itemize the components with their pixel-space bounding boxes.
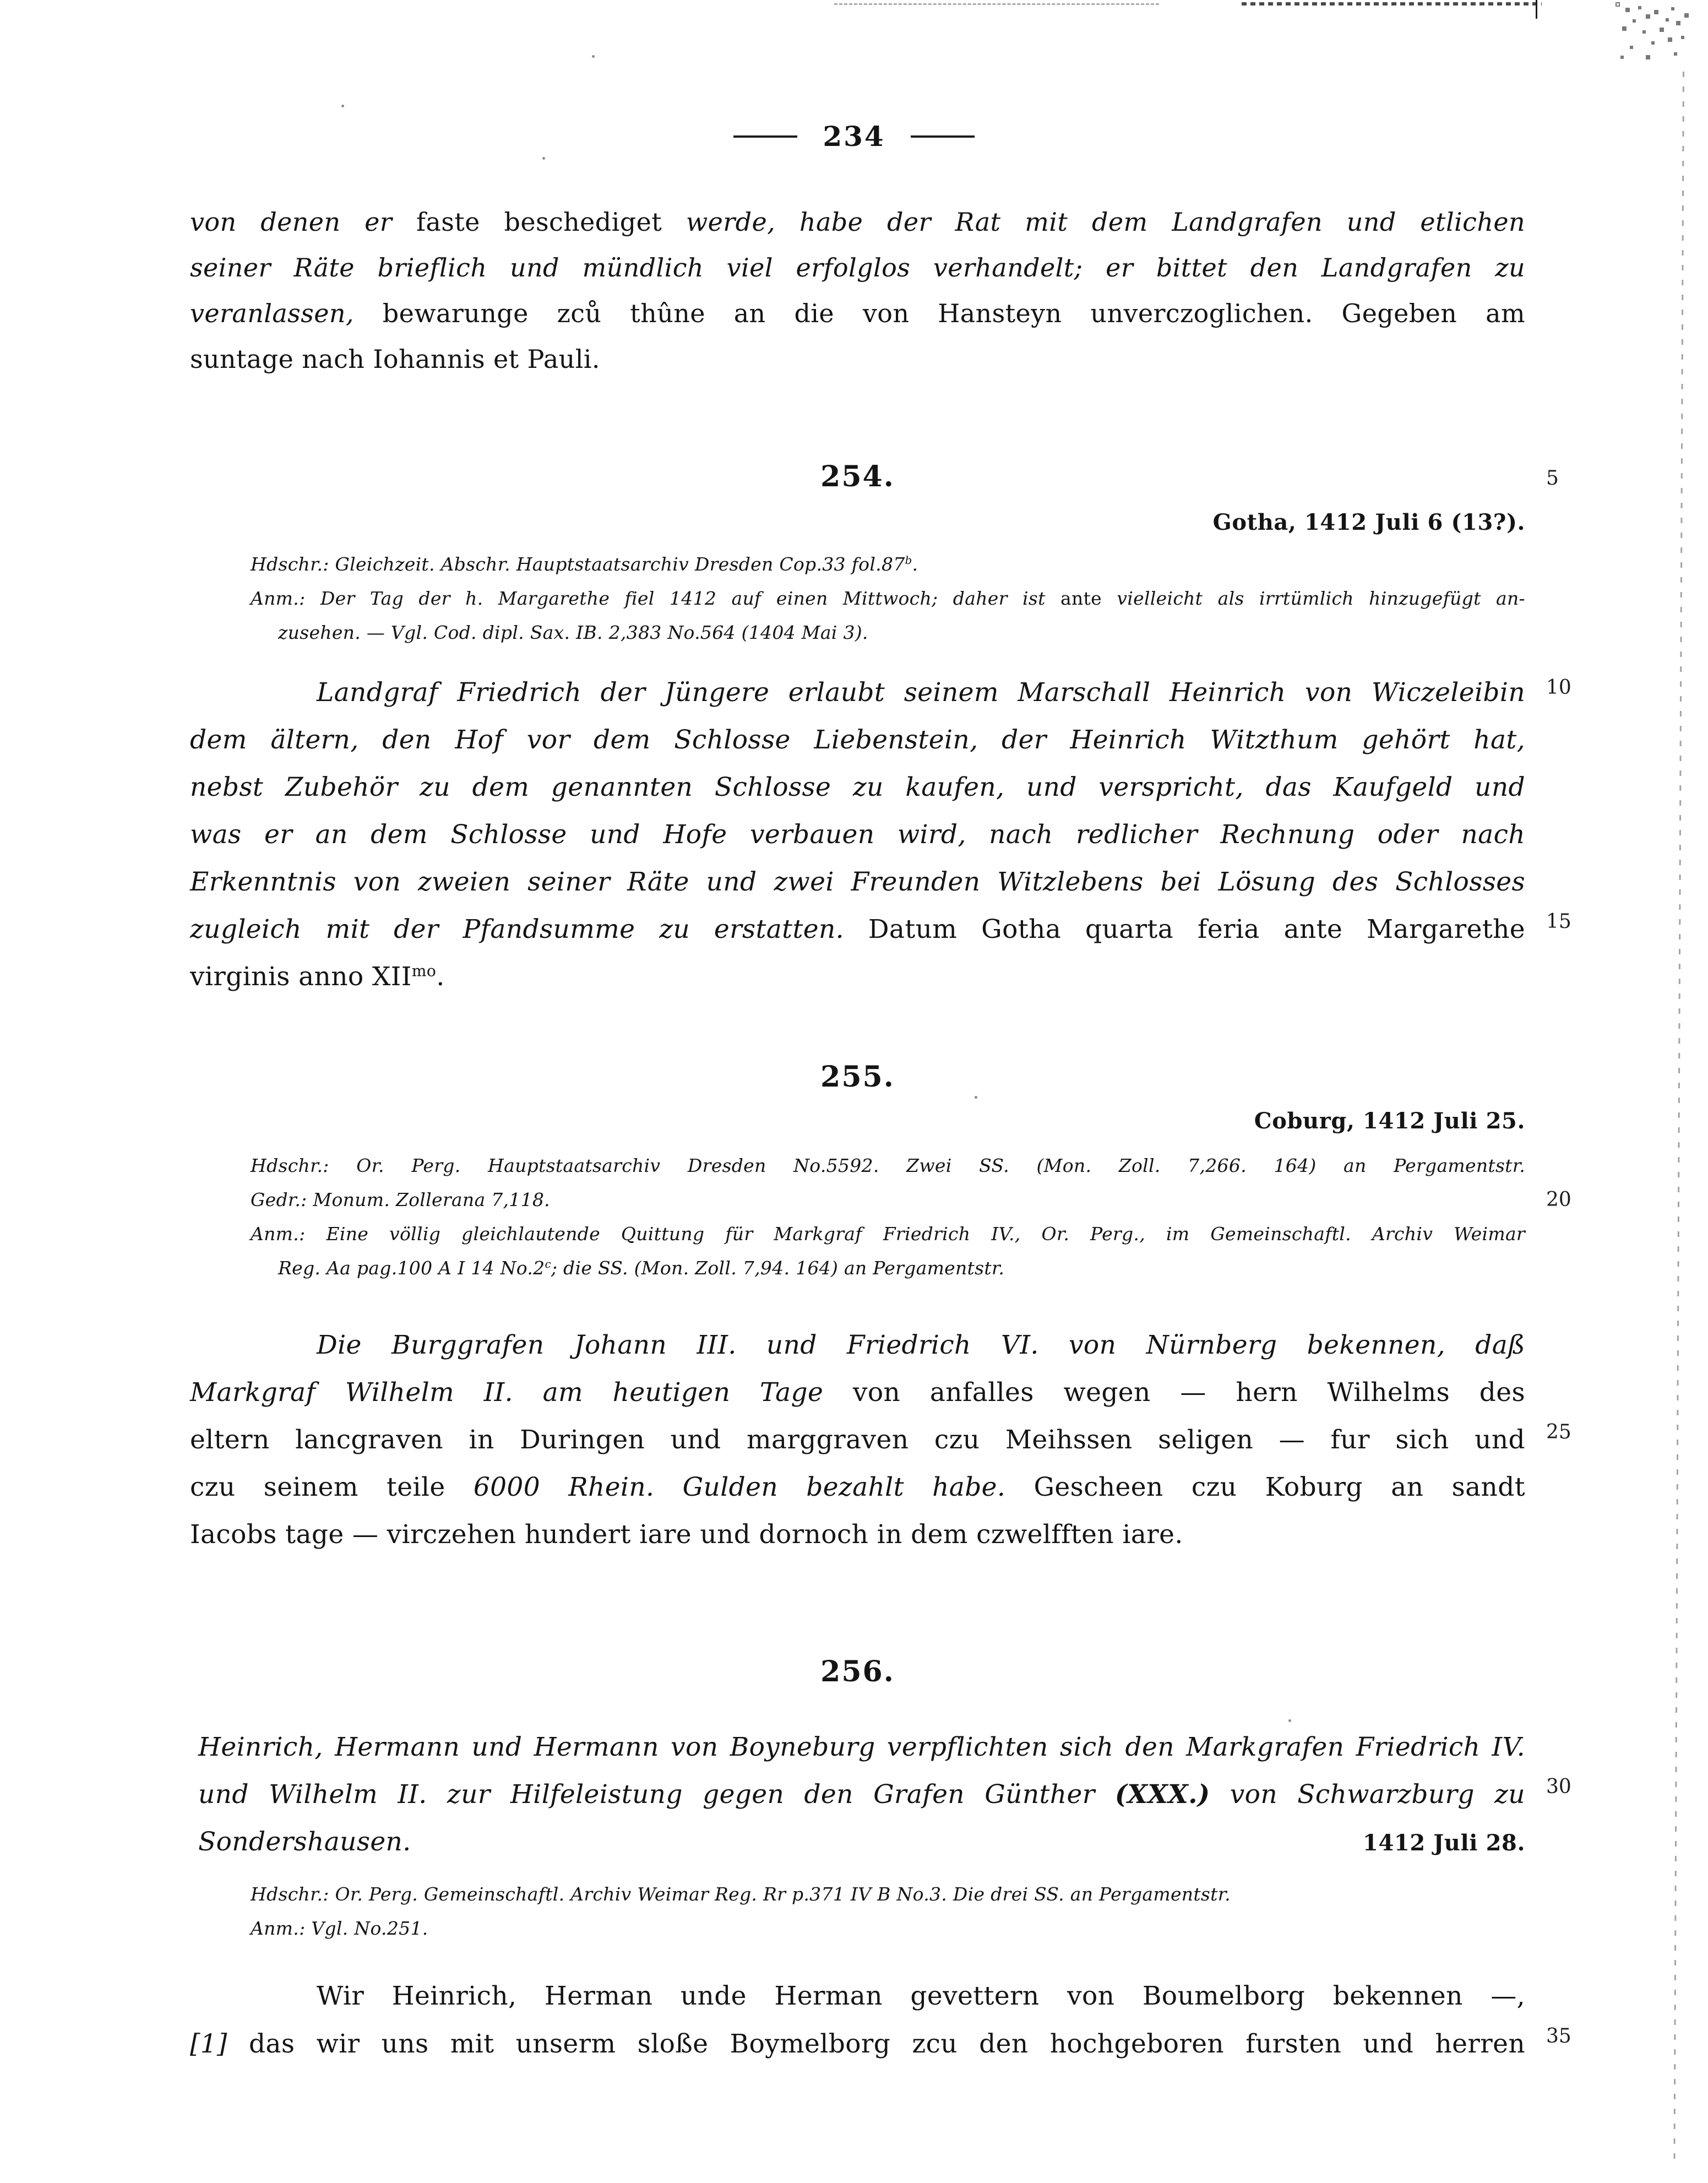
header-rule-right <box>911 135 975 138</box>
entry-256-regest-line <box>198 1771 1525 1818</box>
source-label: Hdschr.: <box>251 1883 329 1905</box>
entry-256-text-line <box>190 1973 1525 2020</box>
text-run: seiner Räte brieflich und mündlich viel erfolglos verhandelt; er bittet den Landgrafen zu <box>190 253 1525 283</box>
scan-artifact-top-dashes-dense <box>1242 2 1542 6</box>
entry-254-regest-line <box>190 716 1525 764</box>
text-run: von denen er <box>190 207 416 237</box>
entry-254-regest-line <box>190 811 1525 859</box>
margin-line-number-30: 30 <box>1546 1775 1571 1798</box>
text-run: zusehen. — Vgl. Cod. dipl. Sax. IB. 2,383 No.564 (1404 Mai 3). <box>278 622 868 643</box>
text-run: veranlassen, <box>190 298 383 328</box>
scan-artifact-top-dashes-sparse <box>834 3 1159 5</box>
entry-255-regest-line <box>190 1322 1525 1369</box>
source-label: Hdschr.: <box>251 553 329 575</box>
continuation-line <box>190 336 1525 382</box>
text-run: . <box>912 553 918 575</box>
entry-254-regest-line <box>190 953 1525 1001</box>
entry-255-regest-line <box>190 1511 1525 1558</box>
text-run: dem ältern, den Hof vor dem Schlosse Liebenstein, der Heinrich Witzthum gehört hat, <box>190 725 1525 755</box>
margin-line-number-20: 20 <box>1546 1188 1571 1211</box>
text-run: [1] <box>190 2029 227 2059</box>
text-run: virginis anno XII <box>190 962 412 992</box>
source-label: Hdschr.: <box>251 1155 329 1176</box>
entry-255-hdschr <box>251 1152 1525 1180</box>
entry-254-regest-line <box>190 669 1525 716</box>
entry-256-date: 1412 Juli 28. <box>1363 1830 1525 1856</box>
text-run: eltern lancgraven in Duringen und marggraven czu Meihssen seligen — fur sich und <box>190 1425 1525 1455</box>
text-run: Heinrich, Hermann und Hermann von Boyneburg verpflichten sich den Markgrafen Friedrich IV. <box>198 1732 1525 1762</box>
text-run: Monum. Zollerana 7,118. <box>307 1189 550 1210</box>
page-header <box>0 120 1708 153</box>
text-run: . <box>436 962 445 992</box>
scan-artifact-corner-speckles <box>1617 3 1619 6</box>
entry-254-anm-line <box>251 585 1525 612</box>
entry-254-hdschr <box>251 551 1525 578</box>
text-run: suntage nach Iohannis et Pauli. <box>190 344 600 374</box>
entry-256-regest-line <box>198 1724 1525 1771</box>
entry-255-gedr <box>251 1186 1525 1214</box>
scan-artifact-top-tick <box>1536 0 1537 19</box>
entry-256-number: 256. <box>820 1655 895 1688</box>
entry-256-anm <box>251 1915 1525 1942</box>
entry-256-hdschr <box>251 1881 1525 1908</box>
entry-256-text-line <box>190 2021 1525 2068</box>
scan-artifact-speck <box>592 55 595 58</box>
scan-artifact-page-edge-line <box>1673 72 1684 2164</box>
source-label: Anm.: <box>251 1223 306 1245</box>
text-run: und Wilhelm II. zur Hilfeleistung gegen den Grafen Günther <box>198 1779 1115 1810</box>
text-run: Or. Perg. Hauptstaatsarchiv Dresden No.5592. Zwei SS. (Mon. Zoll. 7,266. 164) an Pergamentstr. <box>329 1155 1525 1176</box>
text-run: faste beschediget <box>416 207 686 237</box>
text-run: Gescheen czu Koburg an sandt <box>1005 1472 1525 1502</box>
scan-artifact-speck <box>975 1096 977 1099</box>
entry-255-regest-line <box>190 1464 1525 1511</box>
continuation-line <box>190 199 1525 245</box>
text-run: Erkenntnis von zweien seiner Räte und zwei Freunden Witzlebens bei Lösung des Schlosses <box>190 867 1525 897</box>
text-run: Eine völlig gleichlautende Quittung für Markgraf Friedrich IV., Or. Perg., im Gemeinschaftl. Archiv Weimar <box>305 1223 1525 1245</box>
text-run: Gleichzeit. Abschr. Hauptstaatsarchiv Dresden Cop.33 fol.87 <box>329 553 905 575</box>
margin-line-number-25: 25 <box>1546 1421 1571 1443</box>
text-run: Sondershausen. <box>198 1827 411 1857</box>
superscript: mo <box>411 962 437 980</box>
text-run: Datum Gotha quarta feria ante Margarethe <box>844 914 1525 944</box>
superscript: c <box>545 1258 551 1270</box>
text-run: von anfalles wegen — hern Wilhelms des <box>852 1377 1525 1408</box>
scan-artifact-speck <box>341 105 344 107</box>
entry-255-regest-line <box>190 1369 1525 1416</box>
source-label: Gedr.: <box>251 1189 307 1210</box>
scan-artifact-speck <box>542 157 545 160</box>
margin-line-number-5: 5 <box>1546 467 1559 490</box>
text-run: czu seinem teile <box>190 1472 474 1502</box>
text-run: bewarunge zců thûne an die von Hansteyn unverczoglichen. Gegeben am <box>382 298 1525 328</box>
continuation-line <box>190 245 1525 291</box>
text-run: Reg. Aa pag.100 A I 14 No.2 <box>278 1257 545 1279</box>
entry-255-number: 255. <box>820 1060 895 1094</box>
entry-255-date: Coburg, 1412 Juli 25. <box>1254 1108 1525 1134</box>
entry-255-anm-line <box>278 1255 1525 1282</box>
text-run: was er an dem Schlosse und Hofe verbauen wird, nach redlicher Rechnung oder nach <box>190 819 1525 850</box>
page-number: 234 <box>823 120 885 153</box>
text-run: vielleicht als irrtümlich hinzugefügt an- <box>1101 588 1525 609</box>
superscript: b <box>905 554 912 567</box>
text-run: Markgraf Wilhelm II. am heutigen Tage <box>190 1377 853 1408</box>
text-run: Iacobs tage — virczehen hundert iare und dornoch in dem czwelfften iare. <box>190 1519 1183 1550</box>
text-run: Or. Perg. Gemeinschaftl. Archiv Weimar Reg. Rr p.371 IV B No.3. Die drei SS. an Pergamentstr. <box>329 1883 1231 1905</box>
text-run: ante <box>1060 588 1102 609</box>
entry-254-date: Gotha, 1412 Juli 6 (13?). <box>1212 509 1525 535</box>
text-run: Vgl. No.251. <box>305 1918 428 1939</box>
text-run: nebst Zubehör zu dem genannten Schlosse zu kaufen, und verspricht, das Kaufgeld und <box>190 772 1525 802</box>
text-run: Landgraf Friedrich der Jüngere erlaubt seinem Marschall Heinrich von Wiczeleibin <box>317 677 1525 708</box>
text-run: Die Burggrafen Johann III. und Friedrich VI. von Nürnberg bekennen, daß <box>317 1330 1525 1360</box>
header-rule-left <box>733 135 797 138</box>
source-label: Anm.: <box>251 588 306 609</box>
text-run: (XXX.) <box>1114 1779 1210 1810</box>
entry-255-anm-line <box>251 1220 1525 1248</box>
text-run: das wir uns mit unserm sloße Boymelborg zcu den hochgeboren fursten und herren <box>227 2029 1525 2059</box>
margin-line-number-15: 15 <box>1546 910 1571 933</box>
margin-line-number-10: 10 <box>1546 676 1571 699</box>
entry-255-regest-line <box>190 1416 1525 1464</box>
entry-254-regest-line <box>190 906 1525 953</box>
entry-254-regest-line <box>190 764 1525 811</box>
entry-254-anm-line <box>278 619 1525 647</box>
text-run: von Schwarzburg zu <box>1210 1779 1525 1810</box>
text-run: 6000 Rhein. Gulden bezahlt habe. <box>473 1472 1006 1502</box>
continuation-line <box>190 291 1525 336</box>
scan-artifact-speck <box>1288 1719 1291 1722</box>
entry-254-number: 254. <box>820 460 895 493</box>
text-run: Der Tag der h. Margarethe fiel 1412 auf einen Mittwoch; daher ist <box>305 588 1061 609</box>
text-run: Wir Heinrich, Herman unde Herman gevettern von Boumelborg bekennen —, <box>317 1981 1525 2011</box>
text-run: werde, habe der Rat mit dem Landgrafen und etlichen <box>686 207 1525 237</box>
text-run: zugleich mit der Pfandsumme zu erstatten. <box>190 914 844 944</box>
source-label: Anm.: <box>251 1918 306 1939</box>
text-run: ; die SS. (Mon. Zoll. 7,94. 164) an Pergamentstr. <box>551 1257 1005 1279</box>
entry-256-regest-line <box>198 1818 1525 1867</box>
margin-line-number-35: 35 <box>1546 2025 1571 2048</box>
entry-254-regest-line <box>190 859 1525 906</box>
